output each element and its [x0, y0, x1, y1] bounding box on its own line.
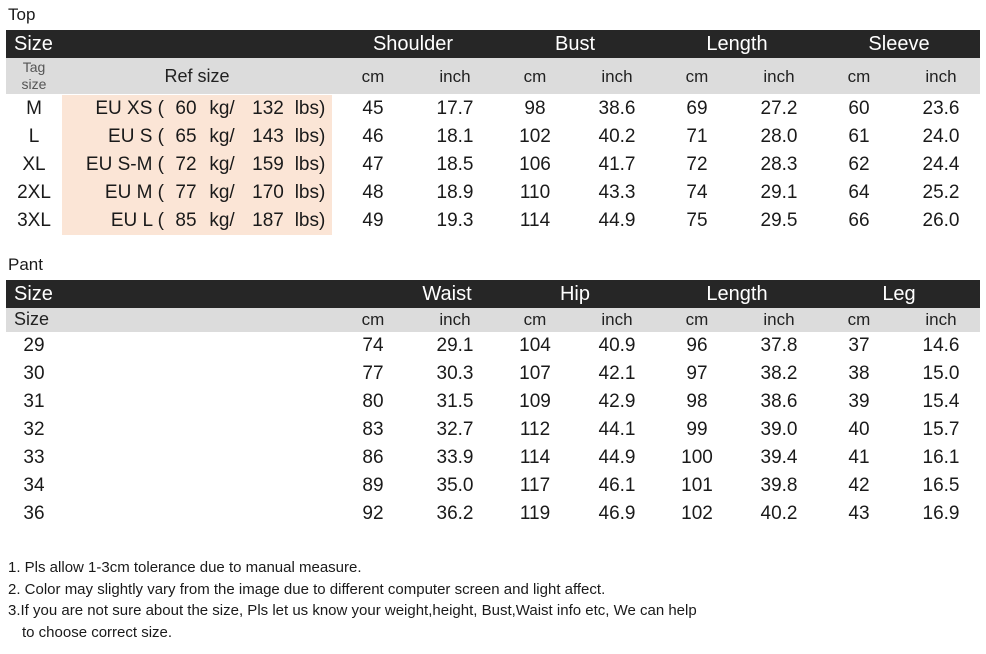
pant-row-value: 101 — [681, 475, 713, 496]
top-row-ref-part: lbs) — [294, 182, 326, 203]
top-row-ref-part: lbs) — [294, 210, 326, 231]
top-row-size: L — [28, 126, 40, 147]
top-row-value: 18.5 — [436, 154, 474, 175]
pant-row-value: 41 — [848, 447, 870, 468]
pant-row-value: 96 — [686, 335, 708, 356]
pant-row-value: 15.7 — [922, 419, 960, 440]
pant-row-value: 16.9 — [922, 503, 960, 524]
top-row-value: 19.3 — [436, 210, 474, 231]
top-row-ref-part: kg/ — [209, 182, 235, 203]
top-unit-label: inch — [439, 67, 471, 86]
pant-unit-label: cm — [847, 310, 871, 329]
top-row-ref-part: EU M ( — [104, 182, 164, 203]
pant-row-value: 31.5 — [436, 391, 474, 412]
top-row-value: 26.0 — [922, 210, 960, 231]
top-row-value: 72 — [686, 154, 708, 175]
top-row-value: 23.6 — [922, 98, 960, 119]
pant-row-value: 99 — [686, 419, 708, 440]
pant-row-value: 33.9 — [436, 447, 474, 468]
top-row-value: 69 — [686, 98, 708, 119]
pant-row-value: 39.8 — [760, 475, 798, 496]
top-row-value: 98 — [524, 98, 546, 119]
pant-row-value: 74 — [362, 335, 384, 356]
pant-subheader-bar — [6, 308, 980, 332]
pant-row-value: 14.6 — [922, 335, 960, 356]
top-row-ref-part: 85 — [175, 210, 197, 231]
pant-row-value: 40.2 — [760, 503, 798, 524]
pant-row-value: 119 — [519, 503, 551, 524]
pant-row-value: 32.7 — [436, 419, 474, 440]
pant-row-size: 31 — [23, 391, 45, 412]
pant-row-value: 37.8 — [760, 335, 798, 356]
pant-row-value: 38.6 — [760, 391, 798, 412]
top-row-value: 66 — [848, 210, 870, 231]
pant-row-value: 35.0 — [436, 475, 474, 496]
top-row-ref-part: kg/ — [209, 154, 235, 175]
pant-unit-label: inch — [601, 310, 633, 329]
top-row-value: 61 — [848, 126, 870, 147]
top-unit-label: inch — [601, 67, 633, 86]
top-header-length: Length — [706, 33, 768, 55]
pant-unit-label: inch — [763, 310, 795, 329]
pant-row-value: 44.1 — [598, 419, 636, 440]
pant-row-value: 15.0 — [922, 363, 960, 384]
pant-row-value: 112 — [519, 419, 551, 440]
pant-row-value: 38 — [848, 363, 870, 384]
pant-row-value: 16.5 — [922, 475, 960, 496]
top-row-value: 48 — [362, 182, 384, 203]
pant-row-value: 109 — [519, 391, 551, 412]
top-subheader-ref-size: Ref size — [164, 66, 230, 86]
pant-row-value: 16.1 — [922, 447, 960, 468]
top-row-value: 62 — [848, 154, 870, 175]
top-row-value: 74 — [686, 182, 708, 203]
pant-row-value: 42.9 — [598, 391, 636, 412]
pant-row-value: 38.2 — [760, 363, 798, 384]
top-row-value: 43.3 — [598, 182, 636, 203]
pant-header-length: Length — [706, 283, 768, 305]
top-row-value: 28.0 — [760, 126, 798, 147]
top-row-ref-part: 143 — [252, 126, 284, 147]
pant-subheader-size: Size — [14, 309, 50, 329]
top-row-value: 75 — [686, 210, 708, 231]
pant-header-bar — [6, 280, 980, 308]
top-row-ref-part: lbs) — [294, 126, 326, 147]
top-row-value: 27.2 — [760, 98, 798, 119]
top-row-value: 40.2 — [598, 126, 636, 147]
top-row-value: 102 — [519, 126, 551, 147]
top-row-value: 47 — [362, 154, 384, 175]
note-2: 2. Color may slightly vary from the image due to different computer screen and light affect. — [8, 581, 606, 598]
pant-unit-label: cm — [523, 310, 547, 329]
pant-header-size: Size — [14, 283, 53, 305]
pant-row-value: 36.2 — [436, 503, 474, 524]
top-row-ref-part: lbs) — [294, 154, 326, 175]
pant-unit-label: inch — [439, 310, 471, 329]
pant-row-value: 114 — [519, 447, 551, 468]
pant-header-leg-opening: Leg — [882, 283, 916, 305]
top-unit-label: inch — [763, 67, 795, 86]
top-header-bust: Bust — [554, 33, 596, 55]
pant-row-value: 42 — [848, 475, 870, 496]
note-3-continued: to choose correct size. — [22, 624, 173, 641]
top-row-value: 49 — [362, 210, 384, 231]
top-row-size: M — [26, 98, 42, 119]
top-row-value: 18.1 — [436, 126, 474, 147]
top-row-value: 28.3 — [760, 154, 798, 175]
pant-row-value: 83 — [362, 419, 384, 440]
pant-row-value: 40.9 — [598, 335, 636, 356]
top-unit-label: cm — [361, 67, 385, 86]
pant-row-value: 46.9 — [598, 503, 636, 524]
pant-unit-label: cm — [361, 310, 385, 329]
pant-row-value: 100 — [681, 447, 713, 468]
pant-row-size: 29 — [23, 335, 45, 356]
top-subheader-tag: Tag — [22, 59, 46, 75]
top-row-ref-part: kg/ — [209, 210, 235, 231]
top-row-value: 60 — [848, 98, 870, 119]
pant-row-size: 34 — [23, 475, 45, 496]
pant-row-value: 39.0 — [760, 419, 798, 440]
note-3: 3.If you are not sure about the size, Pls let us know your weight,height, Bust,Waist info etc, We can help — [8, 602, 697, 619]
top-row-ref-part: kg/ — [209, 126, 235, 147]
pant-row-value: 30.3 — [436, 363, 474, 384]
top-row-value: 29.5 — [760, 210, 798, 231]
top-row-value: 29.1 — [760, 182, 798, 203]
pant-row-value: 86 — [362, 447, 384, 468]
top-row-ref-part: 187 — [252, 210, 284, 231]
pant-unit-label: inch — [925, 310, 957, 329]
top-row-value: 18.9 — [436, 182, 474, 203]
top-header-bar — [6, 30, 980, 58]
pant-header-waist: Waist — [422, 283, 472, 305]
pant-row-size: 30 — [23, 363, 45, 384]
top-unit-label: inch — [925, 67, 957, 86]
top-row-value: 24.4 — [922, 154, 960, 175]
top-row-ref-part: lbs) — [294, 98, 326, 119]
top-unit-label: cm — [685, 67, 709, 86]
top-subheader-size: size — [21, 76, 47, 92]
top-row-ref-part: kg/ — [209, 98, 235, 119]
top-row-ref-part: 159 — [252, 154, 284, 175]
top-row-ref-part: 132 — [252, 98, 284, 119]
top-subheader-bar — [6, 58, 980, 94]
pant-row-value: 42.1 — [598, 363, 636, 384]
top-row-value: 25.2 — [922, 182, 960, 203]
top-row-value: 17.7 — [436, 98, 474, 119]
pant-section-label: Pant — [8, 255, 43, 274]
top-row-size: XL — [22, 154, 46, 175]
top-row-size: 3XL — [17, 210, 51, 231]
top-row-value: 110 — [519, 182, 551, 203]
pant-row-value: 44.9 — [598, 447, 636, 468]
top-row-size: 2XL — [17, 182, 51, 203]
top-row-value: 44.9 — [598, 210, 636, 231]
pant-row-value: 39 — [848, 391, 870, 412]
top-row-ref-part: 72 — [175, 154, 197, 175]
pant-row-size: 36 — [23, 503, 45, 524]
pant-row-size: 32 — [23, 419, 45, 440]
top-row-value: 24.0 — [922, 126, 960, 147]
pant-row-value: 104 — [519, 335, 551, 356]
top-header-sleeve: Sleeve — [868, 33, 930, 55]
pant-row-value: 102 — [681, 503, 713, 524]
top-row-value: 41.7 — [598, 154, 636, 175]
top-row-ref-part: EU S ( — [108, 126, 164, 147]
top-header-size: Size — [14, 33, 53, 55]
pant-row-value: 29.1 — [436, 335, 474, 356]
top-row-ref-part: EU XS ( — [95, 98, 164, 119]
pant-row-value: 77 — [362, 363, 384, 384]
pant-row-value: 43 — [848, 503, 870, 524]
pant-row-value: 92 — [362, 503, 384, 524]
top-row-value: 38.6 — [598, 98, 636, 119]
top-row-value: 64 — [848, 182, 870, 203]
pant-unit-label: cm — [685, 310, 709, 329]
pant-row-value: 117 — [519, 475, 551, 496]
top-unit-label: cm — [523, 67, 547, 86]
top-row-ref-part: EU L ( — [110, 210, 164, 231]
top-row-value: 71 — [686, 126, 708, 147]
top-row-ref-part: 77 — [175, 182, 197, 203]
pant-row-value: 89 — [362, 475, 384, 496]
top-row-value: 106 — [519, 154, 551, 175]
note-1: 1. Pls allow 1-3cm tolerance due to manual measure. — [8, 559, 362, 576]
top-row-value: 46 — [362, 126, 384, 147]
pant-row-value: 39.4 — [760, 447, 798, 468]
top-row-ref-part: 60 — [175, 98, 197, 119]
pant-row-value: 15.4 — [922, 391, 960, 412]
top-row-ref-part: 170 — [252, 182, 284, 203]
pant-header-hip: Hip — [559, 283, 591, 305]
pant-row-value: 46.1 — [598, 475, 636, 496]
pant-row-value: 40 — [848, 419, 870, 440]
pant-row-value: 80 — [362, 391, 384, 412]
pant-row-value: 37 — [848, 335, 870, 356]
pant-row-value: 107 — [519, 363, 551, 384]
top-unit-label: cm — [847, 67, 871, 86]
pant-row-value: 97 — [686, 363, 708, 384]
top-row-value: 114 — [519, 210, 551, 231]
pant-row-size: 33 — [23, 447, 45, 468]
top-row-ref-part: EU S-M ( — [85, 154, 164, 175]
pant-row-value: 98 — [686, 391, 708, 412]
top-row-ref-part: 65 — [175, 126, 197, 147]
top-header-shoulder: Shoulder — [372, 33, 454, 55]
top-row-value: 45 — [362, 98, 384, 119]
top-section-label: Top — [8, 5, 36, 24]
